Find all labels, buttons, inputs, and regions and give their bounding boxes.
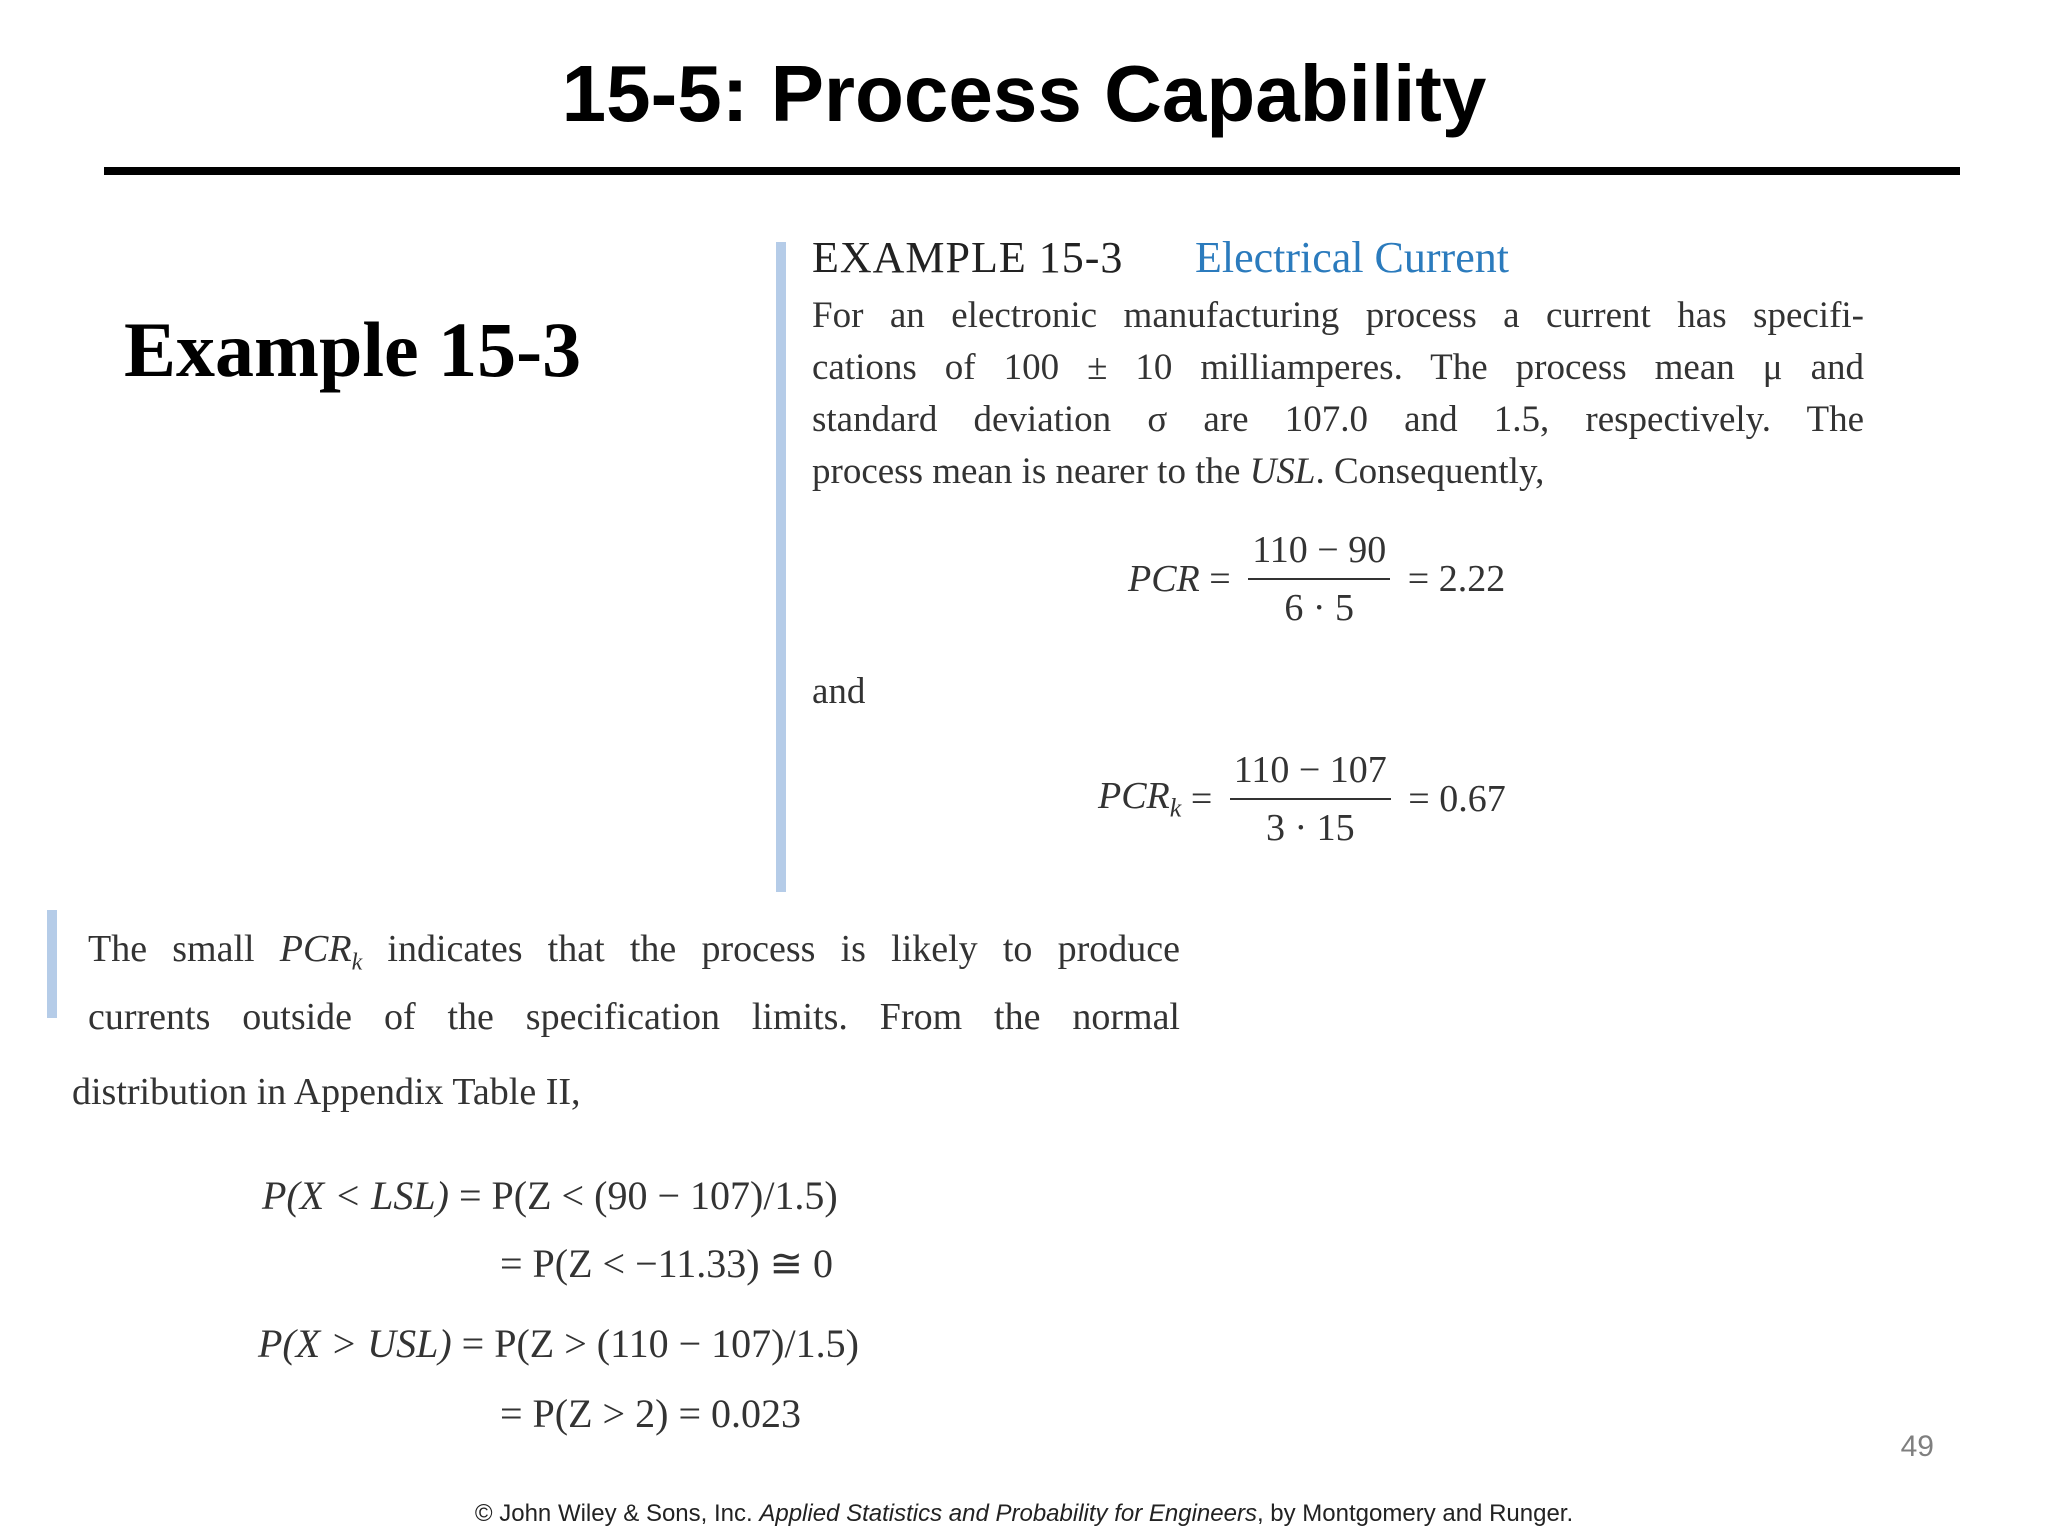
- pcr-fraction: [1248, 528, 1390, 630]
- intro-line-last: process mean is nearer to the USL. Consequently,: [812, 451, 1545, 492]
- prob-row-4: [500, 1390, 801, 1437]
- slide-title: 15-5: Process Capability: [561, 49, 1487, 138]
- prob-row-2: [500, 1240, 833, 1287]
- prob-rhs-4: = P(Z > 2) = 0.023: [500, 1391, 801, 1436]
- example-intro: [812, 290, 1864, 498]
- conclusion-line-2: currents outside of the specification limits. From the normal: [88, 995, 1180, 1038]
- pcr-formula: PCR = $\frac{110 - 90}{6 \cdot 5}$ = 2.22: [1128, 529, 1506, 629]
- conclusion-line-1: The small $PCR_k$ indicates that the process is likely to produce: [88, 928, 1181, 976]
- example-label: EXAMPLE 15-3: [812, 233, 1124, 282]
- pcrk-fraction: [1230, 748, 1391, 850]
- conclusion-accent-bar: [47, 910, 57, 1018]
- prob-rhs-2: = P(Z < −11.33) ≅ 0: [500, 1241, 834, 1286]
- connector-text: and: [812, 671, 866, 712]
- prob-row-3: [258, 1320, 859, 1367]
- example-title: Electrical Current: [1195, 233, 1509, 282]
- pcr-denominator: 6 · 5: [1284, 587, 1355, 629]
- pcrk-formula: $PCR_k$ = $\frac{110 - 107}{3 \cdot 15}$ = 0.67: [1098, 749, 1506, 849]
- conclusion-text: [88, 922, 1180, 1044]
- title-divider: [104, 167, 1960, 175]
- prob-row-1: [262, 1172, 838, 1219]
- pcrk-denominator: 3 · 15: [1265, 807, 1355, 849]
- intro-line: For an electronic manufacturing process a current has specifi-: [812, 295, 1864, 336]
- prob-lhs-usl: P(X > USL): [258, 1321, 452, 1366]
- prob-rhs-3: = P(Z > (110 − 107)/1.5): [461, 1321, 859, 1366]
- intro-line: standard deviation σ are 107.0 and 1.5, respectively. The: [812, 399, 1864, 440]
- conclusion-line-3: distribution in Appendix Table II,: [72, 1071, 581, 1113]
- pcr-numerator: 110 − 90: [1248, 528, 1390, 580]
- prob-rhs-1: = P(Z < (90 − 107)/1.5): [459, 1173, 838, 1218]
- footer-citation: © John Wiley & Sons, Inc. Applied Statistics and Probability for Engineers, by Montgomery and Runger.: [474, 1500, 1574, 1527]
- pcrk-result: 0.67: [1439, 778, 1506, 820]
- example-heading: Example 15-3: [124, 306, 582, 393]
- prob-lhs-lsl: P(X < LSL): [262, 1173, 449, 1218]
- intro-line: cations of 100 ± 10 milliamperes. The process mean μ and: [812, 347, 1864, 388]
- example-accent-bar: [776, 242, 786, 892]
- pcr-result: 2.22: [1438, 558, 1506, 600]
- pcrk-numerator: 110 − 107: [1230, 748, 1391, 800]
- pcrk-lhs: $PCR_k$: [1098, 775, 1182, 823]
- page-number: 49: [1900, 1430, 1934, 1463]
- pcr-lhs: PCR: [1128, 558, 1200, 600]
